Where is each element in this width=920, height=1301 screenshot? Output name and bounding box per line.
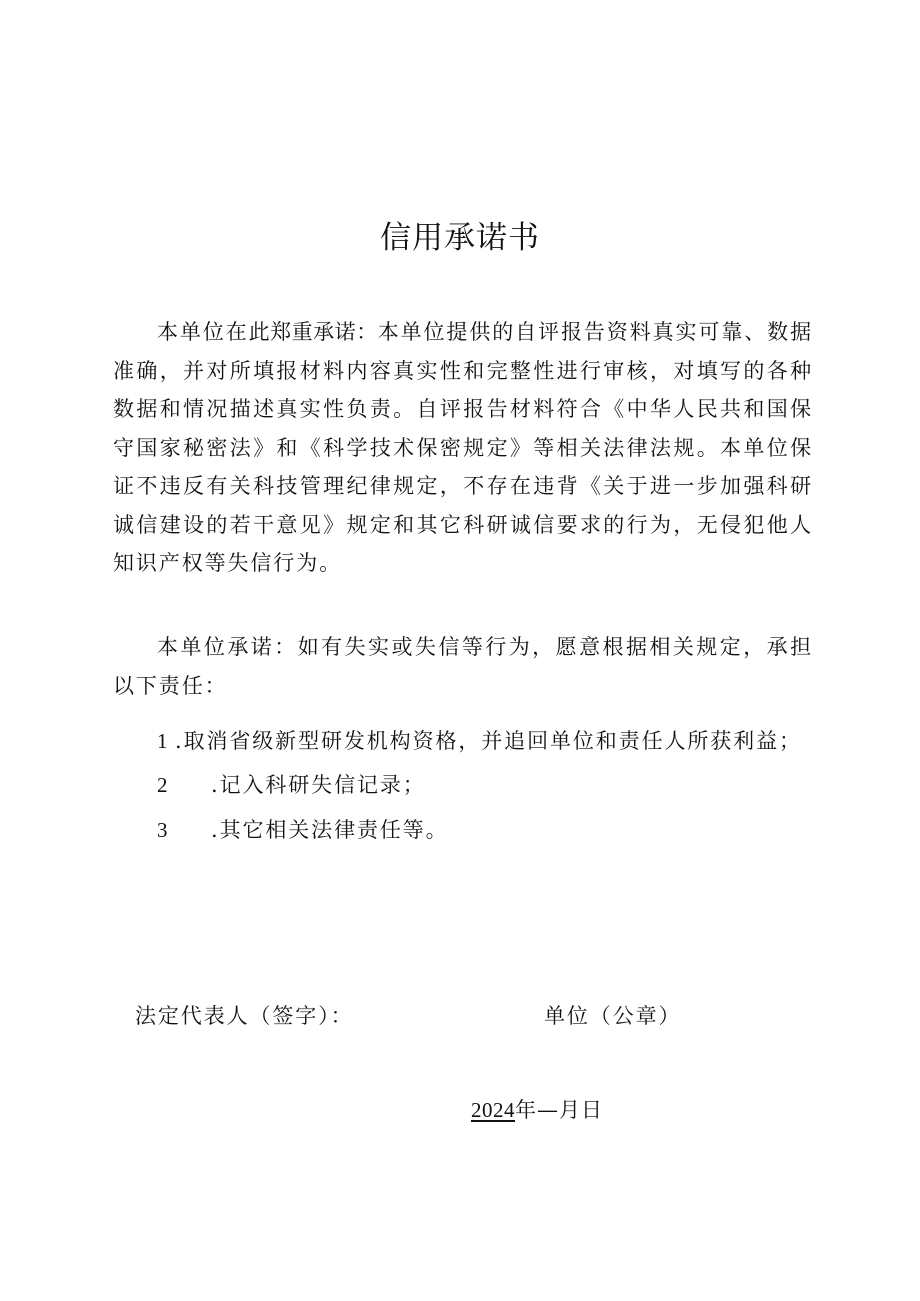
commitment-paragraph — [113, 313, 813, 583]
date-month-day: 年—月日 — [515, 1098, 603, 1122]
paragraph-emphasis: 此郑重承诺： — [248, 320, 378, 344]
list-item-text: .记入科研失信记录； — [211, 773, 426, 797]
document-title: 信用承诺书 — [380, 220, 540, 256]
paragraph-lead: 本单位在 — [157, 320, 249, 344]
list-item-number: 3 — [157, 818, 170, 842]
unit-seal-label: 单位（公章） — [544, 1004, 682, 1028]
date-line — [471, 1094, 603, 1124]
list-item-text: .取消省级新型研发机构资格，并追回单位和责任人所获利益； — [175, 729, 802, 753]
responsibility-paragraph: 本单位承诺：如有失实或失信等行为，愿意根据相关规定，承担以下责任： — [113, 635, 813, 698]
date-year: 2024 — [471, 1098, 515, 1122]
list-item — [157, 766, 426, 805]
legal-representative-signature-label: 法定代表人（签字）： — [135, 1004, 354, 1028]
list-item-number: 2 — [157, 773, 170, 797]
list-item — [157, 811, 449, 850]
list-item-number: 1 — [157, 729, 170, 753]
list-item — [157, 722, 802, 761]
paragraph-body: 本单位提供的自评报告资料真实可靠、数据准确，并对所填报材料内容真实性和完整性进行审核，对填写的各种数据和情况描述真实性负责。自评报告材料符合《中华人民共和国保守国家秘密法》和《科学技术保密规定》等相关法律法规。本单位保证不违反有关科技管理纪律规定，不存在违背《关于进一步加强科研诚信建设的若干意见》规定和其它科研诚信要求的行为，无侵犯他人知识产权等失信行为。 — [113, 320, 813, 575]
list-item-text: .其它相关法律责任等。 — [211, 818, 449, 842]
